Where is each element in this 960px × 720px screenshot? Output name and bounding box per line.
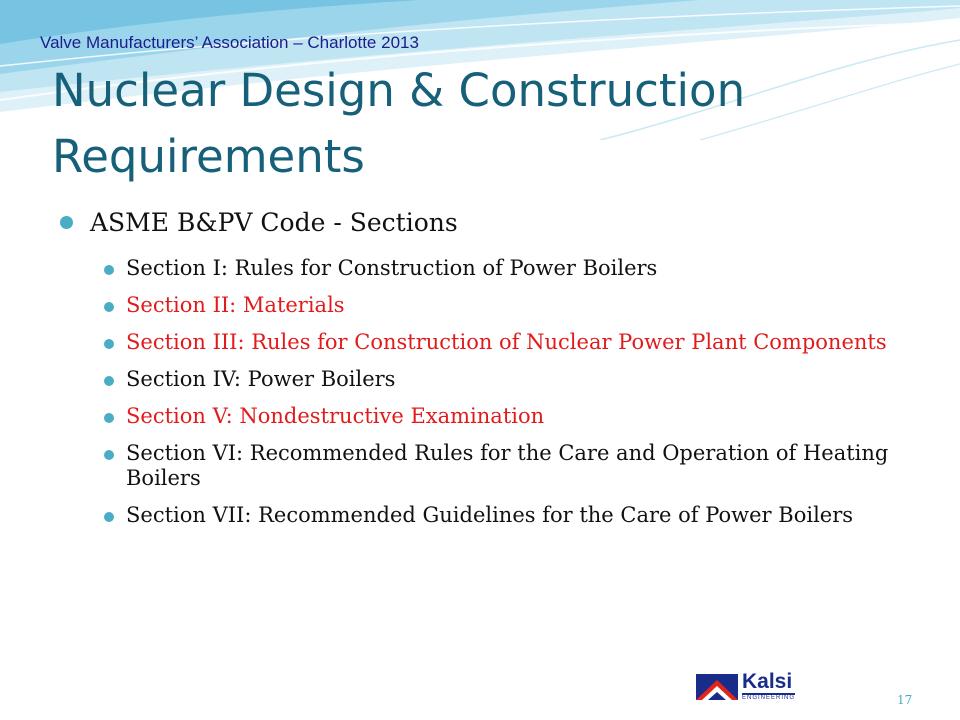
section-list — [104, 256, 924, 540]
bullet-dot-icon — [60, 216, 73, 229]
logo-subtitle: ENGINEERING — [742, 695, 796, 701]
list-item-text: Section I: Rules for Construction of Power Boilers — [126, 256, 658, 280]
list-item-section-6 — [104, 441, 924, 491]
level1-bullet-item — [60, 208, 458, 237]
kalsi-logo — [696, 672, 795, 701]
event-header: Valve Manufacturers’ Association – Charlotte 2013 — [40, 33, 419, 52]
list-item-text: Section VI: Recommended Rules for the Care and Operation of Heating Boilers — [126, 441, 889, 490]
list-item-text: Section VII: Recommended Guidelines for the Care of Power Boilers — [126, 503, 854, 527]
list-item-section-3 — [104, 330, 924, 355]
list-item-text: Section IV: Power Boilers — [126, 367, 396, 391]
level1-bullet-text: ASME B&PV Code - Sections — [90, 208, 458, 237]
list-item-section-2 — [104, 293, 924, 318]
page-number: 17 — [897, 693, 913, 707]
list-item-text: Section V: Nondestructive Examination — [126, 404, 545, 428]
logo-name: Kalsi — [742, 670, 793, 693]
kalsi-emblem-icon — [696, 674, 738, 700]
slide-title: Nuclear Design & Construction Requirements — [52, 64, 746, 183]
list-item-text: Section II: Materials — [126, 293, 345, 317]
list-item-section-1 — [104, 256, 924, 281]
list-item-section-4 — [104, 367, 924, 392]
list-item-text: Section III: Rules for Construction of Nuclear Power Plant Components — [126, 330, 887, 354]
list-item-section-5 — [104, 404, 924, 429]
list-item-section-7 — [104, 503, 924, 528]
